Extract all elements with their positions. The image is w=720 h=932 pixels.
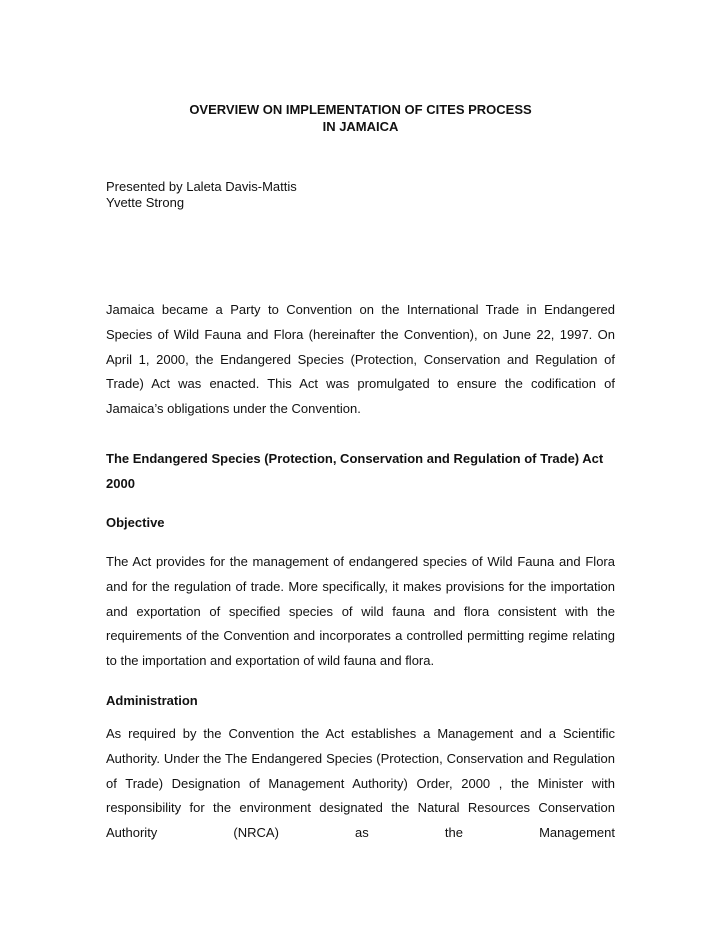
title-line-1: OVERVIEW ON IMPLEMENTATION OF CITES PROCESS bbox=[189, 102, 532, 117]
objective-paragraph: The Act provides for the management of endangered species of Wild Fauna and Flora and for the regulation of trade. More specifically, it makes provisions for the importation and exportation of specified species of wild fauna and flora consistent with the requirements of the Convention and incorporates a controlled permitting regime relating to the importation and exportation of wild fauna and flora. bbox=[106, 554, 615, 669]
administration-heading: Administration bbox=[106, 693, 198, 708]
intro-paragraph: Jamaica became a Party to Convention on the International Trade in Endangered Species of Wild Fauna and Flora (hereinafter the Convention), on June 22, 1997. On April 1, 2000, the Endangered Species (Protection, Conservation and Regulation of Trade) Act was enacted. This Act was promulgated to ensure the codification of Jamaica’s obligations under the Convention. bbox=[106, 302, 615, 417]
administration-paragraph: As required by the Convention the Act establishes a Management and a Scientific Authority. Under the The Endangered Species (Protection, Conservation and Regulation of Trade) Designation of Management Authority) Order, 2000 , the Minister with responsibility for the environment designated the Natural Resources Conservation Authority (NRCA) as the Management bbox=[106, 726, 615, 841]
title-line-2: IN JAMAICA bbox=[322, 119, 399, 134]
presenter-line-1: Presented by Laleta Davis-Mattis bbox=[106, 179, 297, 194]
objective-heading: Objective bbox=[106, 515, 165, 530]
document-title bbox=[106, 101, 615, 135]
act-heading: The Endangered Species (Protection, Conservation and Regulation of Trade) Act 2000 bbox=[106, 451, 604, 491]
presenters-block bbox=[106, 179, 297, 211]
presenter-line-2: Yvette Strong bbox=[106, 195, 185, 210]
